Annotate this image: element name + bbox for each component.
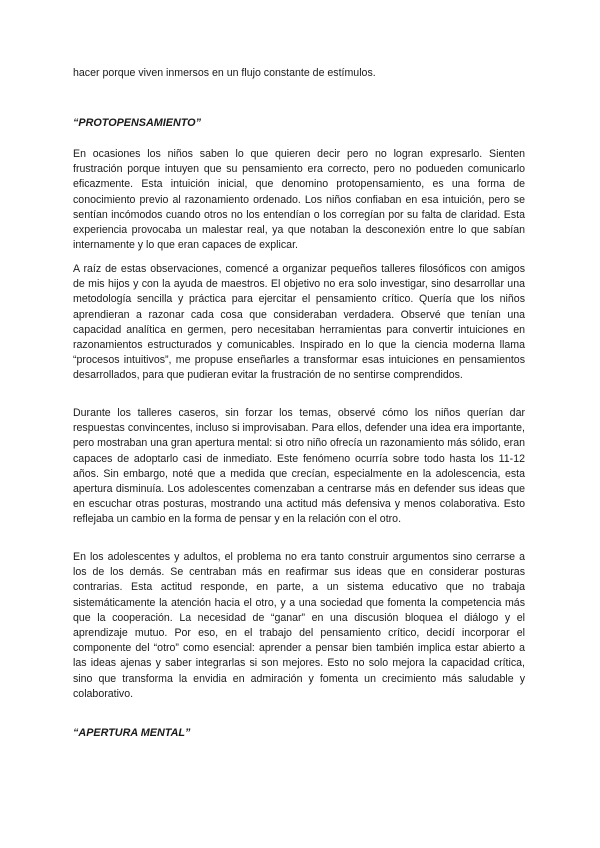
paragraph-protopensamiento-4: En los adolescentes y adultos, el problema no era tanto construir argumentos sino cerrarse a los de los demás. Se centraban más en reafirmar sus ideas que en considerar posturas contrarias. Esta actitud responde, en parte, a un sistema educativo que no trabaja sistemáticamente la atención hacia el otro, y a una sociedad que fomenta la competencia más que la cooperación. La necesidad de “ganar” en una discusión bloquea el diálogo y el aprendizaje mutuo. Por eso, en el trabajo del pensamiento crítico, decidí incorporar el componente del “otro” como esencial: aprender a pensar bien también implica estar abierto a las ideas ajenas y saber integrarlas si son mejores. Esto no solo mejora la capacidad crítica, sino que transforma la envidia en admiración y fomenta un crecimiento más saludable y colaborativo. xyxy=(73,551,525,700)
section-heading-apertura-mental: “APERTURA MENTAL” xyxy=(73,727,191,739)
paragraph-protopensamiento-1: En ocasiones los niños saben lo que quieren decir pero no logran expresarlo. Sienten frustración porque intuyen que su pensamiento era correcto, pero no podueden comunicarlo eficazmente. Esta intuición inicial, que denomino protopensamiento, es una forma de conocimiento previo al razonamiento ordenado. Los niños confiaban en esa intuición, pero se sentían incómodos cuando otros no los entendían o los corregían por su falta de claridad. Esta experiencia provocaba un malestar real, ya que notaban la desconexión entre lo que sabían internamente y lo que eran capaces de explicar. xyxy=(73,148,525,252)
paragraph-protopensamiento-2: A raíz de estas observaciones, comencé a organizar pequeños talleres filosóficos con amigos de mis hijos y con la ayuda de maestros. El objetivo no era solo investigar, sino desarrollar una metodología sencilla y práctica para ejercitar el pensamiento crítico. Quería que los niños aprendieran a razonar cada cosa que consideraban verdadera. Observé que tenían una capacidad analítica en germen, pero necesitaban herramientas para convertir intuiciones en razonamientos estructurados y comunicables. Inspirado en lo que la ciencia moderna llama “procesos intuitivos”, me propuse enseñarles a transformar esas intuiciones en pensamientos desarrollados, para que pudieran evitar la frustración de no sentirse comprendidos. xyxy=(73,263,525,382)
paragraph-protopensamiento-3: Durante los talleres caseros, sin forzar los temas, observé cómo los niños querían dar respuestas convincentes, incluso si improvisaban. Para ellos, defender una idea era importante, pero mostraban una gran apertura mental: si otro niño ofrecía un razonamiento más sólido, eran capaces de adoptarlo casi de inmediato. Este fenómeno ocurría sobre todo hasta los 11-12 años. Sin embargo, noté que a medida que crecían, especialmente en la adolescencia, esta apertura disminuía. Los adolescentes comenzaban a centrarse más en defender sus ideas que en escuchar otras posturas, mostrando una actitud más defensiva y menos colaborativa. Esto reflejaba un cambio en la forma de pensar y en la relación con el otro. xyxy=(73,407,525,526)
section-heading-protopensamiento: “PROTOPENSAMIENTO” xyxy=(73,117,201,129)
intro-line: hacer porque viven inmersos en un flujo constante de estímulos. xyxy=(73,67,376,79)
